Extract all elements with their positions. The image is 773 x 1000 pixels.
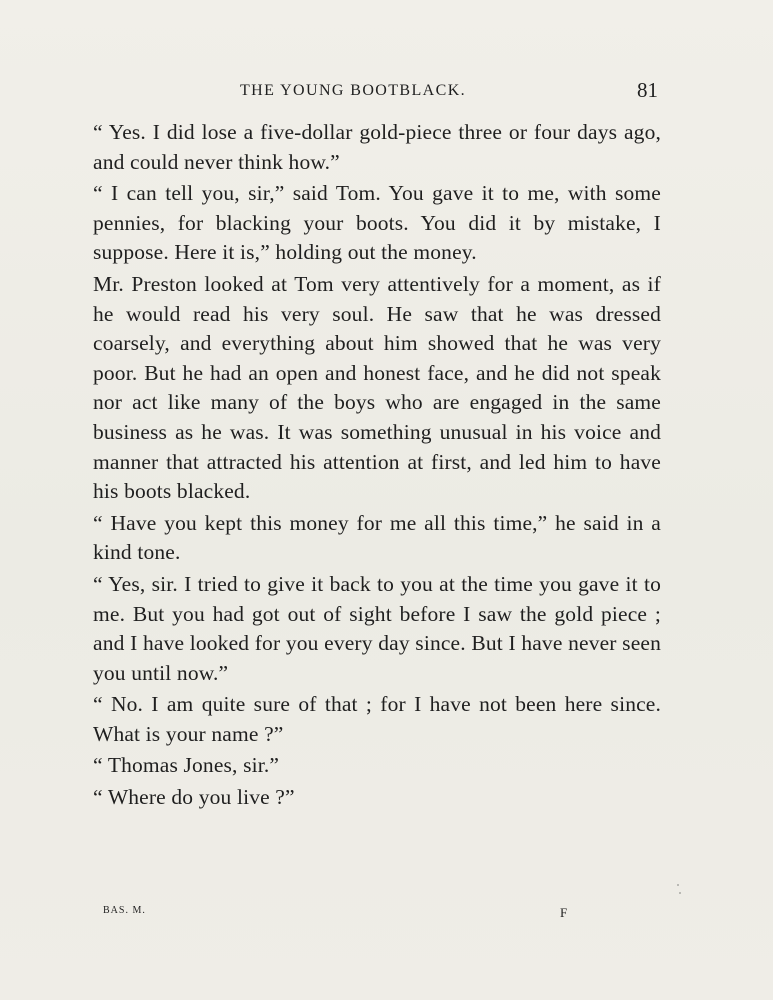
paper-speck [679, 892, 681, 894]
paragraph-4: “ Have you kept this money for me all this time,” he said in a kind tone. [93, 510, 661, 565]
paragraph-1: “ Yes. I did lose a five-dollar gold-piece three or four days ago, and could never think how.” [93, 120, 661, 174]
paragraph-3: Mr. Preston looked at Tom very attentively for a moment, as if he would read his very soul. He saw that he was dressed coarsely, and everything about him showed that he was very poor. But he had an open and honest face, and he did not speak nor act like many of the boys who are engaged in the same business as he was. It was something unusual in his voice and manner that attracted his attention at first, and led him to have his boots blacked. [93, 271, 661, 504]
paragraph-8: “ Where do you live ?” [93, 785, 295, 810]
gathering-mark: F [560, 905, 568, 920]
paragraph-6: “ No. I am quite sure of that ; for I have not been here since. What is your name ?” [93, 692, 661, 746]
signature-mark: BAS. M. [103, 905, 146, 916]
body-text [93, 118, 661, 813]
paper-speck [677, 884, 679, 886]
running-head [92, 78, 658, 102]
paragraph-2: “ I can tell you, sir,” said Tom. You gave it to me, with some pennies, for blacking your boots. You did it by mistake, I suppose. Here it is,” holding out the money. [93, 181, 661, 265]
page-number: 81 [637, 78, 658, 102]
paragraph-7: “ Thomas Jones, sir.” [93, 753, 280, 778]
running-title: THE YOUNG BOOTBLACK. [240, 82, 467, 99]
paragraph-5: “ Yes, sir. I tried to give it back to you at the time you gave it to me. But you had got out of sight before I saw the gold piece ; and I have looked for you every day since. But I have never seen you until now.” [93, 571, 661, 685]
